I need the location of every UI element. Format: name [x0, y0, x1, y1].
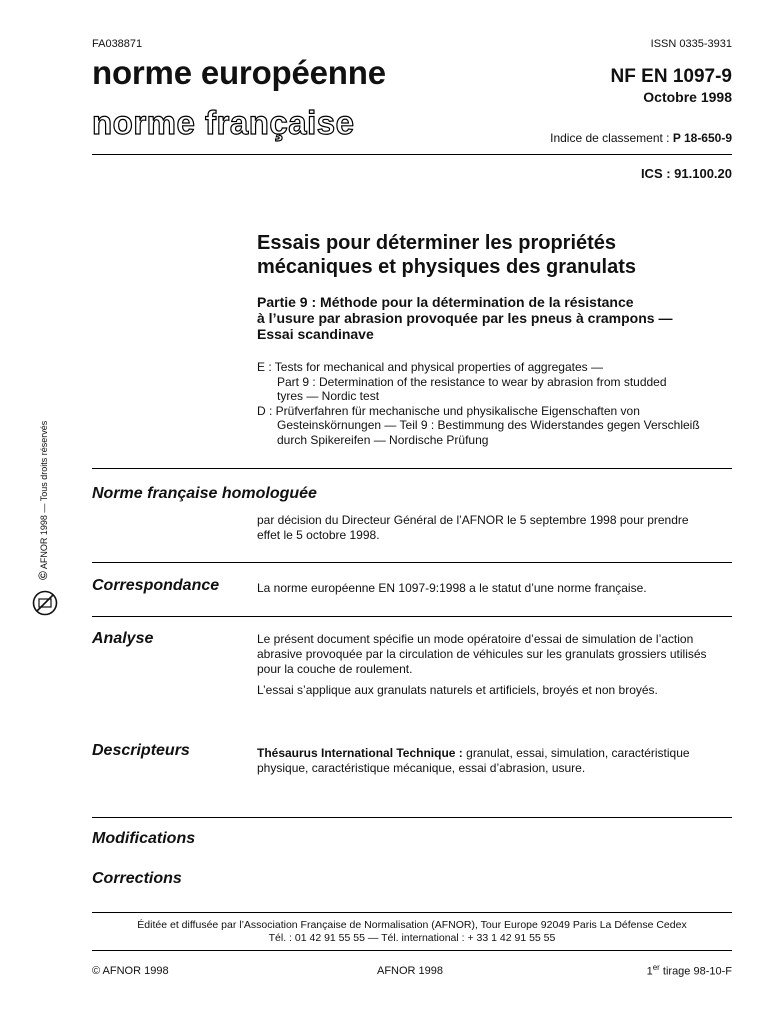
rights-notice — [36, 421, 50, 580]
german-title-line: D : Prüfverfahren für mechanische und physikalische Eigenschaften von — [257, 403, 640, 418]
title-norme-europeenne: norme européenne — [92, 54, 386, 91]
text-line: L’essai s’applique aux granulats naturels et artificiels, broyés et non broyés. — [257, 683, 658, 697]
part-title-line: Partie 9 : Méthode pour la détermination de la résistance — [257, 294, 634, 310]
heading-correspondance: Correspondance — [92, 577, 220, 594]
section-divider — [92, 817, 732, 818]
document-title-line: Essais pour déterminer les propriétés — [257, 232, 617, 254]
title-norme-francaise: norme française — [92, 104, 355, 141]
section-divider — [92, 468, 732, 469]
phone-line: Tél. : 01 42 91 55 55 — Tél. international : + 33 1 42 91 55 55 — [268, 932, 556, 944]
print-run — [647, 963, 732, 978]
part-title — [257, 294, 672, 342]
copyright-footer: © AFNOR 1998 — [92, 965, 169, 977]
standard-reference: NF EN 1097-9 — [610, 66, 732, 87]
homologuee-text — [257, 513, 689, 543]
header-divider — [92, 154, 732, 155]
indice-value: P 18-650-9 — [672, 131, 732, 145]
german-title-line: durch Spikereifen — Nordische Prüfung — [277, 432, 489, 447]
afnor-year: AFNOR 1998 — [377, 965, 444, 977]
heading-modifications: Modifications — [92, 830, 196, 847]
title-translations — [257, 360, 700, 447]
text-line: abrasive provoquée par la circulation de véhicules sur les granulats grossiers utilisés — [257, 647, 707, 661]
text-line: effet le 5 octobre 1998. — [257, 528, 380, 542]
heading-analyse: Analyse — [92, 630, 154, 647]
no-photocopy-icon — [32, 590, 58, 616]
heading-descripteurs: Descripteurs — [92, 742, 190, 759]
heading-homologuee: Norme française homologuée — [92, 485, 317, 502]
english-title-line: tyres — Nordic test — [277, 389, 380, 403]
english-title-line: E : Tests for mechanical and physical properties of aggregates — — [257, 360, 603, 374]
publisher-line: Éditée et diffusée par l’Association Française de Normalisation (AFNOR), Tour Europe 92049 Paris La Défense Cedex — [137, 919, 687, 931]
english-title-line: Part 9 : Determination of the resistance to wear by abrasion from studded — [277, 374, 667, 389]
tirage-superscript: er — [652, 963, 660, 972]
tirage-text: tirage 98-10-F — [659, 965, 732, 978]
tirage-number: 1 — [646, 965, 653, 978]
descripteurs-text — [257, 746, 690, 776]
publication-date: Octobre 1998 — [643, 89, 732, 105]
document-title-line: mécaniques et physiques des granulats — [257, 256, 637, 278]
text-line: physique, caractéristique mécanique, essai d’abrasion, usure. — [257, 761, 586, 775]
issn: ISSN 0335-3931 — [650, 38, 732, 50]
section-divider — [92, 562, 732, 563]
german-title-line: Gesteinskörnungen — Teil 9 : Bestimmung des Widerstandes gegen Verschleiß — [277, 418, 700, 432]
correspondance-text: La norme européenne EN 1097-9:1998 a le statut d’une norme française. — [257, 581, 647, 595]
publisher-info — [92, 919, 732, 945]
part-title-line: Essai scandinave — [257, 326, 374, 342]
text-line: par décision du Directeur Général de l’AFNOR le 5 septembre 1998 pour prendre — [257, 513, 689, 527]
copyright-symbol: © — [36, 571, 50, 580]
analyse-text — [257, 632, 707, 698]
text-line: granulat, essai, simulation, caractéristique — [466, 746, 690, 760]
document-title — [257, 231, 636, 279]
indice-label: Indice de classement : — [550, 131, 673, 145]
text-line: pour la couche de roulement. — [257, 662, 413, 676]
document-code: FA038871 — [92, 38, 143, 50]
section-divider — [92, 616, 732, 617]
text-line: Le présent document spécifie un mode opératoire d’essai de simulation de l’action — [257, 632, 694, 646]
indice-classement — [550, 131, 732, 145]
footer-divider — [92, 912, 732, 913]
part-title-line: à l’usure par abrasion provoquée par les pneus à crampons — — [257, 310, 673, 326]
rights-text: AFNOR 1998 — Tous droits réservés — [39, 420, 49, 570]
thesaurus-label: Thésaurus International Technique : — [257, 746, 467, 760]
heading-corrections: Corrections — [92, 870, 182, 887]
footer-divider — [92, 950, 732, 951]
ics-code: ICS : 91.100.20 — [640, 166, 732, 181]
